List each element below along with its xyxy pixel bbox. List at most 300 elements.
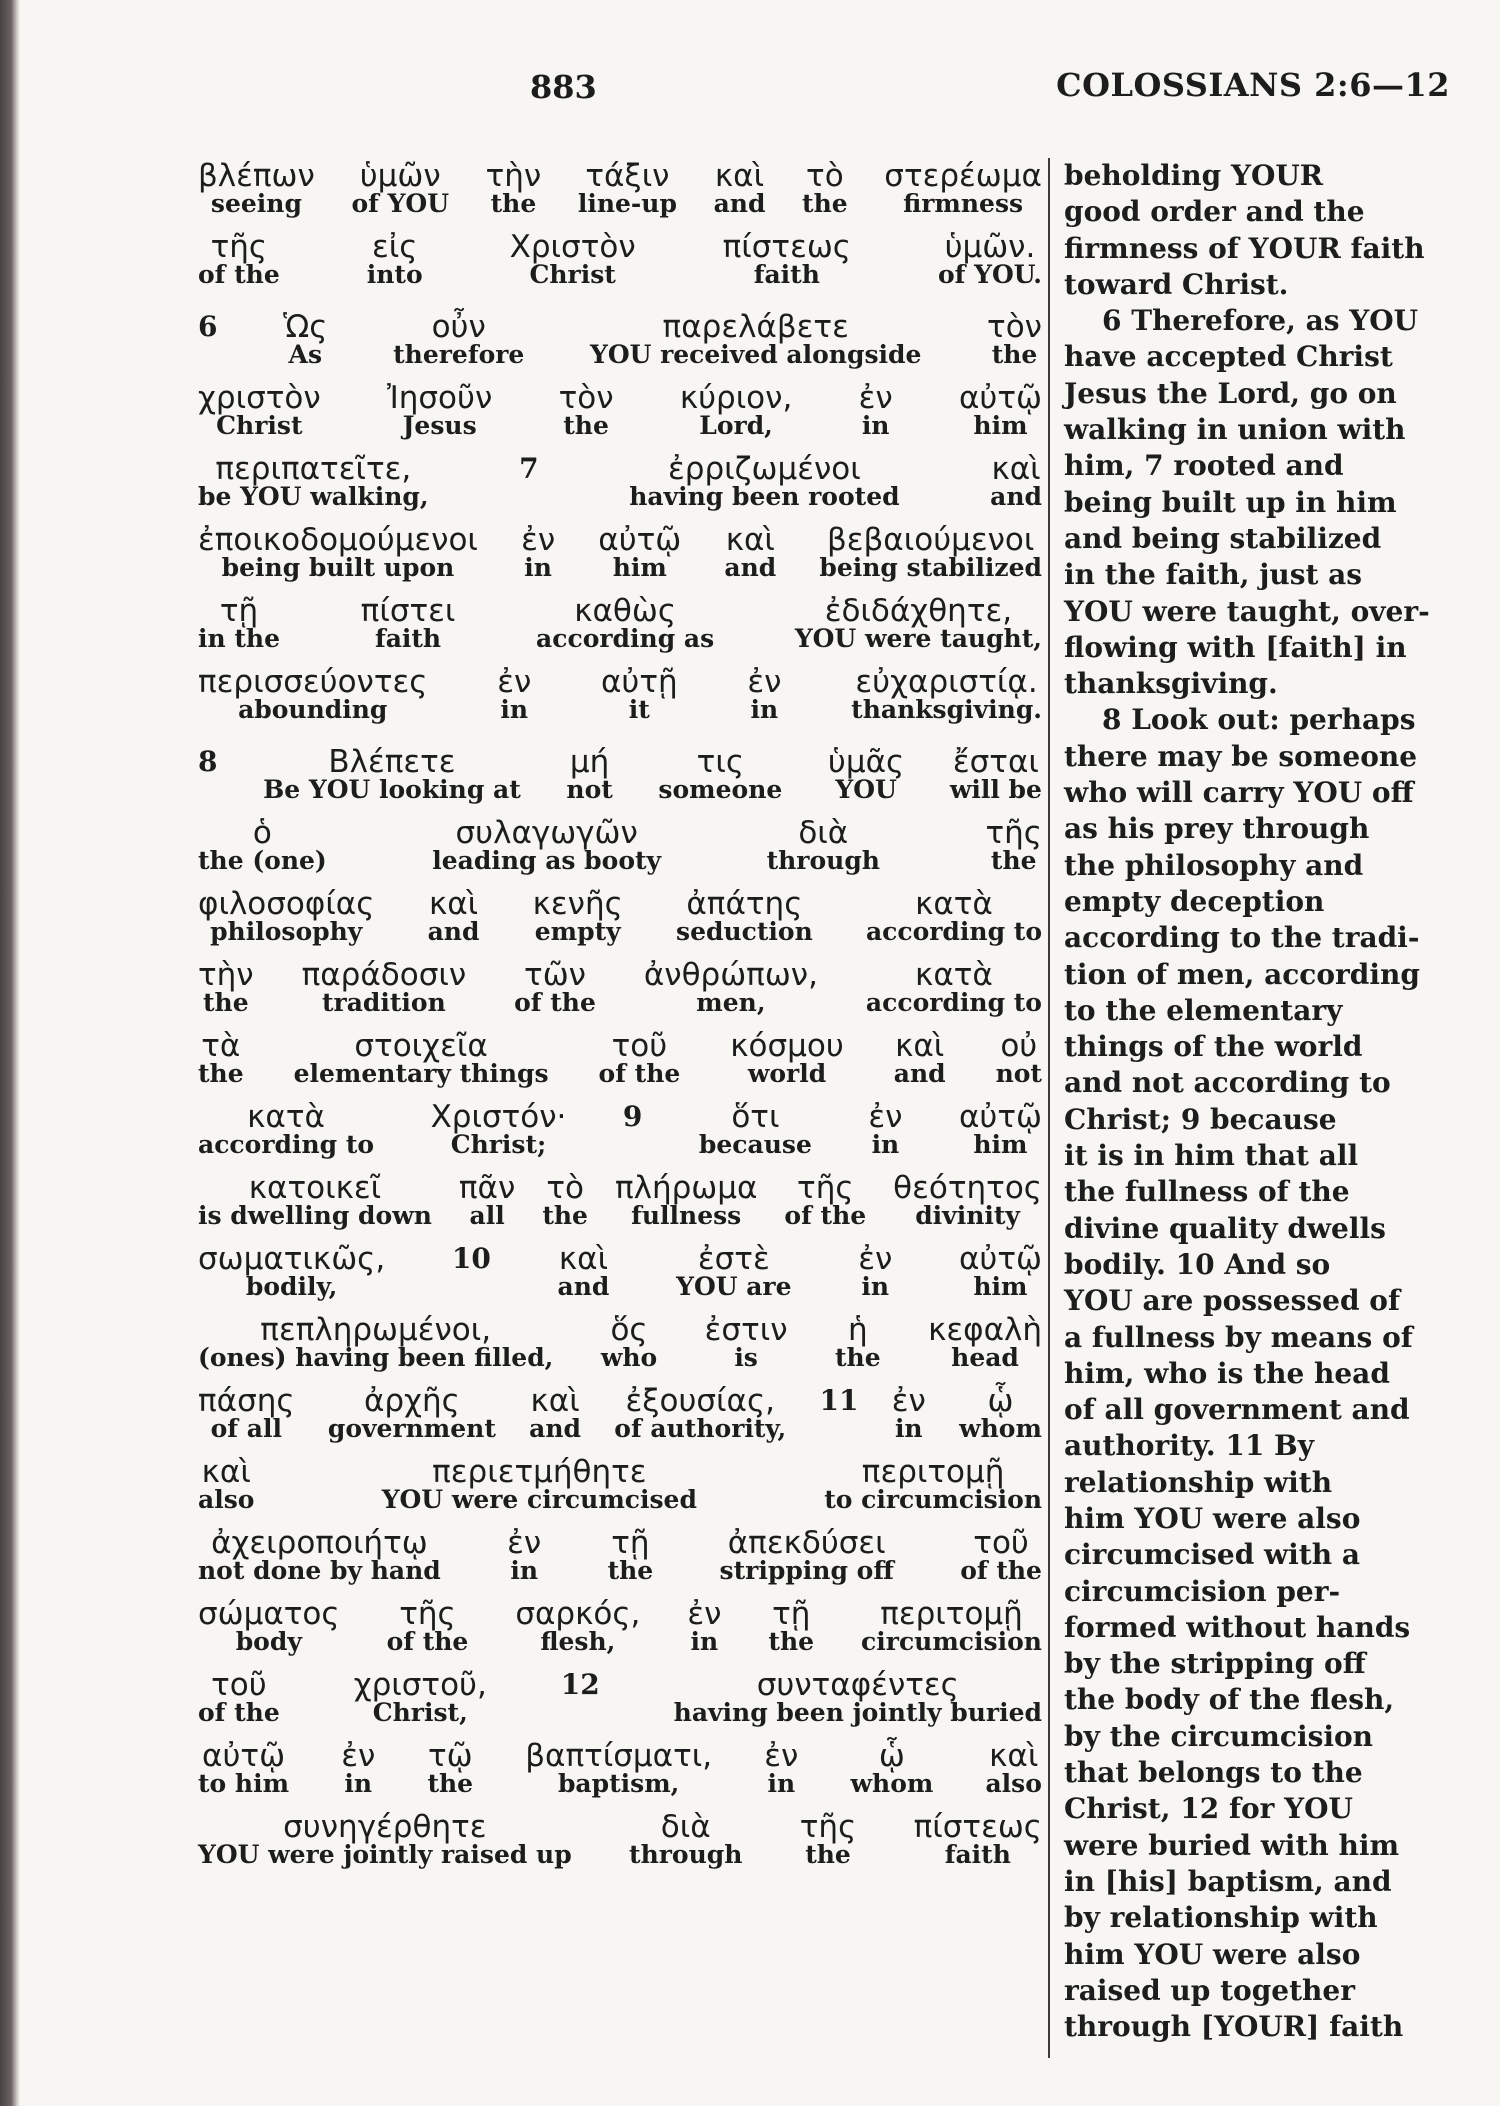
interlinear-row [198, 451, 1048, 511]
greek-word: τῇ [219, 593, 259, 629]
interlinear-row [198, 1596, 1048, 1656]
english-gloss: seduction [676, 917, 813, 946]
greek-word: τῆς [399, 1596, 456, 1632]
english-gloss: YOU were circumcised [381, 1485, 697, 1514]
greek-word: ἀπάτης [686, 886, 803, 922]
interlinear-word [959, 1383, 1042, 1443]
greek-word: καὶ [895, 1028, 945, 1064]
interlinear-word [884, 158, 1042, 218]
translation-line: firmness of YOUR faith [1064, 231, 1425, 265]
translation-line: relationship with [1064, 1465, 1333, 1499]
interlinear-word [428, 886, 480, 946]
greek-word: ἐστὲ [697, 1241, 770, 1277]
interlinear-row [198, 158, 1048, 218]
english-gloss: of YOU. [937, 260, 1042, 289]
english-gloss: in [861, 1272, 890, 1301]
greek-word: ἐν [858, 380, 893, 416]
interlinear-word [302, 957, 467, 1017]
english-gloss: of the [386, 1627, 469, 1656]
interlinear-word [198, 158, 315, 218]
interlinear-word [723, 229, 851, 289]
english-gloss: the [835, 1343, 881, 1372]
greek-word: πίστεως [913, 1809, 1042, 1845]
interlinear-row [198, 1312, 1048, 1372]
english-gloss: the [991, 340, 1038, 369]
greek-word: ἔσται [952, 744, 1039, 780]
greek-word: τάξιν [585, 158, 670, 194]
translation-line: bodily. 10 And so [1064, 1247, 1331, 1281]
translation-line: beholding YOUR [1064, 159, 1324, 192]
verse-number: 7 [519, 452, 539, 485]
english-gloss: is dwelling down [198, 1201, 432, 1230]
english-gloss: tradition [321, 988, 446, 1017]
interlinear-word [198, 886, 374, 946]
english-gloss: of the [198, 260, 280, 289]
english-gloss: him [612, 553, 667, 582]
interlinear-word [198, 1596, 340, 1656]
greek-word: ἐν [521, 522, 556, 558]
interlinear-word [768, 1596, 814, 1656]
english-gloss: (ones) having been filled, [198, 1343, 554, 1372]
interlinear-word [393, 309, 524, 369]
greek-word: κατὰ [915, 957, 993, 993]
english-gloss: of authority, [614, 1414, 787, 1443]
english-gloss: also [198, 1485, 255, 1514]
interlinear-word [559, 380, 614, 440]
english-gloss: the [198, 1059, 244, 1088]
interlinear-word [824, 1454, 1042, 1514]
greek-word: τὸν [558, 380, 614, 416]
greek-word: κενῆς [532, 886, 623, 922]
interlinear-word [601, 1312, 657, 1372]
english-gloss: circumcision [861, 1627, 1042, 1656]
interlinear-word [959, 1241, 1042, 1301]
interlinear-word [950, 744, 1042, 804]
verse-number: 11 [819, 1384, 859, 1417]
interlinear-row [198, 1383, 1048, 1443]
interlinear-row [198, 1667, 1048, 1727]
interlinear-word [510, 229, 636, 289]
translation-line: 8 Look out: perhaps [1102, 703, 1416, 737]
interlinear-word [198, 1028, 244, 1088]
english-gloss: flesh, [540, 1627, 616, 1656]
translation-line: formed without hands [1064, 1610, 1411, 1644]
greek-word: οὐ [1000, 1028, 1038, 1064]
interlinear-row [198, 957, 1048, 1017]
greek-word: ἐν [764, 1738, 799, 1774]
interlinear-row [198, 1454, 1048, 1514]
english-gloss: him [973, 1130, 1028, 1159]
interlinear-word [644, 957, 818, 1017]
english-gloss: whom [959, 1414, 1042, 1443]
interlinear-word [928, 1312, 1042, 1372]
interlinear-word [601, 664, 678, 724]
translation-line: to the elementary [1064, 993, 1343, 1027]
greek-word: τοῦ [973, 1525, 1029, 1561]
greek-word: καὶ [428, 886, 479, 922]
interlinear-word [747, 664, 781, 724]
interlinear-word [658, 744, 782, 804]
english-gloss: Christ [216, 411, 303, 440]
greek-word: ἀρχῆς [363, 1383, 460, 1419]
english-gloss: in [690, 1627, 719, 1656]
interlinear-row [198, 664, 1048, 724]
english-gloss: of the [960, 1556, 1042, 1585]
greek-word: τὴν [485, 158, 542, 194]
greek-word: σωματικῶς, [198, 1241, 386, 1277]
greek-word: κατὰ [247, 1099, 325, 1135]
greek-word: φιλοσοφίας [198, 886, 375, 922]
english-gloss: and [724, 553, 777, 582]
greek-word: σώματος [198, 1596, 340, 1632]
greek-word: καὶ [989, 1738, 1039, 1774]
interlinear-word [387, 1596, 469, 1656]
greek-word: παρελάβετε [662, 309, 849, 345]
interlinear-column [198, 158, 1048, 1880]
english-gloss: faith [374, 624, 442, 653]
interlinear-word [198, 522, 478, 582]
interlinear-row [198, 744, 1048, 804]
greek-word: ἐν [891, 1383, 926, 1419]
greek-word: τὴν [198, 957, 254, 993]
interlinear-word [608, 1525, 654, 1585]
translation-line: Jesus the Lord, go on [1064, 376, 1397, 410]
greek-word: ὑμᾶς [827, 744, 905, 780]
interlinear-word [893, 1170, 1042, 1230]
interlinear-word [828, 744, 904, 804]
interlinear-word [629, 451, 899, 511]
greek-word: τὸν [987, 309, 1042, 345]
greek-word: αὐτῷ [202, 1738, 286, 1774]
page-number: 883 [530, 68, 597, 106]
interlinear-word [198, 1667, 280, 1727]
interlinear-word [198, 815, 327, 875]
translation-line: good order and the [1064, 195, 1365, 229]
interlinear-word [198, 664, 427, 724]
greek-word: πίστεως [722, 229, 851, 265]
interlinear-word [387, 380, 492, 440]
english-gloss: to circumcision [824, 1485, 1042, 1514]
interlinear-word [714, 158, 766, 218]
interlinear-word [859, 380, 893, 440]
greek-word: περιπατεῖτε, [215, 451, 412, 487]
english-gloss: stripping off [719, 1556, 894, 1585]
greek-word: τῆς [797, 1170, 854, 1206]
english-gloss: not [566, 775, 613, 804]
translation-line: by the stripping off [1064, 1647, 1366, 1681]
interlinear-word [566, 744, 612, 804]
translation-line: him YOU were also [1064, 1937, 1361, 1971]
greek-word: κεφαλὴ [928, 1312, 1042, 1348]
greek-word: κατοικεῖ [248, 1170, 382, 1206]
greek-word: τῆς [210, 229, 268, 265]
greek-word: ᾧ [987, 1383, 1014, 1419]
english-gloss: someone [658, 775, 783, 804]
interlinear-word [674, 1667, 1042, 1727]
greek-word: ἐν [687, 1596, 722, 1632]
english-gloss: baptism, [557, 1769, 680, 1798]
english-gloss: of all [210, 1414, 282, 1443]
english-gloss: of the [198, 1698, 280, 1727]
english-gloss: and [529, 1414, 582, 1443]
english-gloss: him [973, 411, 1028, 440]
interlinear-word [515, 1596, 640, 1656]
greek-word: μή [569, 744, 610, 780]
greek-word: κατὰ [915, 886, 993, 922]
greek-word: βλέπων [198, 158, 315, 194]
english-gloss: faith [753, 260, 820, 289]
interlinear-row [198, 309, 1048, 369]
english-gloss: through [629, 1840, 743, 1869]
interlinear-word [198, 451, 429, 511]
english-gloss: the (one) [198, 846, 327, 875]
book-spine-edge [0, 0, 20, 2106]
greek-word: συλαγωγῶν [455, 815, 638, 851]
english-gloss: into [366, 260, 423, 289]
interlinear-word [614, 1383, 786, 1443]
translation-line: as his prey through [1064, 812, 1370, 846]
translation-line: were buried with him [1064, 1828, 1400, 1862]
interlinear-word [985, 815, 1042, 875]
english-gloss: body [235, 1627, 302, 1656]
interlinear-row [198, 1809, 1048, 1869]
interlinear-word [959, 1099, 1042, 1159]
interlinear-row [198, 593, 1048, 653]
translation-line: authority. 11 By [1064, 1429, 1314, 1463]
greek-word: τῶν [524, 957, 586, 993]
translation-line: thanksgiving. [1064, 667, 1278, 701]
english-gloss: Christ; [450, 1130, 547, 1159]
interlinear-word [198, 1454, 254, 1514]
english-gloss: not [995, 1059, 1042, 1088]
greek-word: ἀνθρώπων, [643, 957, 818, 993]
translation-line: being built up in him [1064, 485, 1397, 519]
translation-line: toward Christ. [1064, 267, 1289, 301]
interlinear-word [990, 451, 1042, 511]
interlinear-word [198, 1738, 289, 1798]
english-gloss: him [973, 1272, 1028, 1301]
interlinear-word [525, 1738, 712, 1798]
greek-word: ὑμῶν. [944, 229, 1036, 265]
interlinear-word [866, 886, 1042, 946]
interlinear-word [819, 522, 1042, 582]
greek-word: ἐν [747, 664, 782, 700]
greek-word: τις [696, 744, 745, 780]
interlinear-word [529, 1383, 581, 1443]
translation-line: YOU are possessed of [1064, 1284, 1400, 1318]
translation-line: in the faith, just as [1064, 558, 1363, 592]
translation-line: a fullness by means of [1064, 1320, 1413, 1354]
english-gloss: is [734, 1343, 758, 1372]
interlinear-word [497, 664, 531, 724]
interlinear-word [705, 1312, 788, 1372]
greek-word: ὁ [252, 815, 272, 851]
interlinear-word [960, 1525, 1042, 1585]
translation-line: divine quality dwells [1064, 1211, 1386, 1245]
greek-word: αὐτῷ [598, 522, 682, 558]
english-gloss: be YOU walking, [198, 482, 429, 511]
interlinear-word [533, 886, 623, 946]
greek-word: τοῦ [211, 1667, 267, 1703]
greek-word: ὑμῶν [359, 158, 441, 194]
english-gloss: through [766, 846, 880, 875]
greek-word: ἐστιν [704, 1312, 788, 1348]
column-divider [1048, 158, 1050, 2058]
interlinear-word [198, 1312, 553, 1372]
greek-word: Χριστὸν [509, 229, 636, 265]
english-gloss: As [288, 340, 323, 369]
english-gloss: the [802, 189, 848, 218]
interlinear-word [558, 1241, 610, 1301]
translation-line: him, 7 rooted and [1064, 449, 1344, 483]
interlinear-word [514, 957, 596, 1017]
translation-line: 6 Therefore, as YOU [1102, 304, 1419, 338]
translation-line: Christ, 12 for YOU [1064, 1792, 1353, 1826]
translation-line: the philosophy and [1064, 848, 1364, 882]
greek-word: παράδοσιν [301, 957, 467, 993]
greek-word: τῇ [772, 1596, 811, 1632]
interlinear-word [858, 1241, 892, 1301]
interlinear-word [866, 957, 1042, 1017]
english-gloss: having been jointly buried [673, 1698, 1042, 1727]
english-gloss: to him [198, 1769, 290, 1798]
english-gloss: and [713, 189, 766, 218]
interlinear-word [861, 1596, 1042, 1656]
greek-word: καθὼς [574, 593, 677, 629]
interlinear-row [198, 1099, 1048, 1159]
english-gloss: in the [198, 624, 281, 653]
greek-word: πίστει [360, 593, 456, 629]
interlinear-word [432, 815, 661, 875]
interlinear-word [263, 744, 521, 804]
translation-line: him, who is the head [1064, 1356, 1390, 1390]
translation-line: by the circumcision [1064, 1719, 1374, 1753]
interlinear-row [198, 886, 1048, 946]
english-gloss: Jesus [402, 411, 477, 440]
greek-word: ἐρριζωμένοι [668, 451, 861, 487]
translation-line: who will carry YOU off [1064, 776, 1414, 810]
greek-word: αὐτῷ [958, 1241, 1042, 1277]
interlinear-word [486, 158, 542, 218]
interlinear-word [351, 158, 449, 218]
english-gloss: in [524, 553, 552, 582]
greek-word: τῇ [611, 1525, 650, 1561]
interlinear-word [507, 1525, 541, 1585]
interlinear-word [767, 815, 880, 875]
interlinear-word [802, 158, 848, 218]
english-gloss: the [427, 1769, 474, 1798]
interlinear-word [996, 1028, 1042, 1088]
english-gloss: and [557, 1272, 610, 1301]
interlinear-word [629, 1809, 742, 1869]
translation-line: circumcision per- [1064, 1574, 1341, 1608]
english-gloss: seeing [210, 189, 302, 218]
english-gloss: the [563, 411, 609, 440]
greek-word: βεβαιούμενοι [826, 522, 1035, 558]
interlinear-word [720, 1525, 894, 1585]
greek-word: καὶ [725, 522, 775, 558]
english-gloss: and [427, 917, 480, 946]
interlinear-word [354, 1667, 487, 1727]
interlinear-row [198, 380, 1048, 440]
english-gloss: abounding [238, 695, 388, 724]
greek-word: αὐτῷ [959, 380, 1042, 416]
translation-line: in [his] baptism, and [1064, 1864, 1392, 1898]
interlinear-row [198, 1525, 1048, 1585]
english-gloss: and [990, 482, 1042, 511]
english-gloss: the [768, 1627, 815, 1656]
greek-word: αὐτῇ [600, 664, 678, 700]
translation-line: the fullness of the [1064, 1175, 1350, 1209]
english-gloss: the [203, 988, 249, 1017]
english-gloss: the [805, 1840, 851, 1869]
interlinear-word [536, 593, 714, 653]
english-gloss: in [767, 1769, 796, 1798]
interlinear-word [198, 957, 254, 1017]
greek-word: ὅτι [731, 1099, 780, 1135]
translation-line: Christ; 9 because [1064, 1102, 1337, 1136]
verse-number: 10 [451, 1242, 491, 1275]
greek-word: αὐτῷ [958, 1099, 1042, 1135]
greek-word: πᾶν [458, 1170, 516, 1206]
english-gloss: because [698, 1130, 812, 1159]
interlinear-word [851, 1738, 934, 1798]
english-gloss: in [861, 411, 890, 440]
greek-word: εὐχαριστίᾳ. [855, 664, 1038, 700]
interlinear-word [590, 309, 921, 369]
english-gloss: fullness [631, 1201, 742, 1230]
interlinear-word [542, 1170, 588, 1230]
greek-word: τῷ [427, 1738, 473, 1774]
greek-word: πλήρωμα [614, 1170, 758, 1206]
english-gloss: firmness [903, 189, 1024, 218]
translation-line: that belongs to the [1064, 1756, 1363, 1790]
translation-line: by relationship with [1064, 1901, 1378, 1935]
english-gloss: of the [514, 988, 596, 1017]
greek-word: ἐν [858, 1241, 893, 1277]
greek-word: κόσμου [730, 1028, 844, 1064]
greek-word: συνταφέντες [756, 1667, 959, 1703]
interlinear-word [367, 229, 423, 289]
interlinear-word [578, 158, 677, 218]
english-gloss: according to [865, 917, 1042, 946]
greek-word: ἐν [497, 664, 532, 700]
translation-line: and being stabilized [1064, 521, 1382, 555]
english-gloss: whom [850, 1769, 934, 1798]
english-gloss: in [510, 1556, 539, 1585]
running-head: COLOSSIANS 2:6—12 [1056, 66, 1450, 104]
translation-line: empty deception [1064, 884, 1325, 918]
interlinear-word [699, 1099, 812, 1159]
translation-line: according to the tradi- [1064, 921, 1420, 955]
greek-word: βαπτίσματι, [525, 1738, 713, 1774]
interlinear-word [598, 522, 681, 582]
interlinear-word [894, 1028, 946, 1088]
interlinear-word [784, 1170, 866, 1230]
interlinear-word [341, 1738, 375, 1798]
translation-line: there may be someone [1064, 739, 1418, 773]
interlinear-word [198, 1809, 572, 1869]
english-gloss: all [469, 1201, 505, 1230]
english-gloss: not done by hand [198, 1556, 441, 1585]
greek-word: ἀπεκδύσει [727, 1525, 886, 1561]
interlinear-row [198, 1028, 1048, 1088]
interlinear-word [294, 1028, 549, 1088]
interlinear-word [938, 229, 1042, 289]
english-gloss: of the [784, 1201, 867, 1230]
english-gloss: Be YOU looking at [263, 775, 521, 804]
greek-word: καὶ [201, 1454, 251, 1490]
